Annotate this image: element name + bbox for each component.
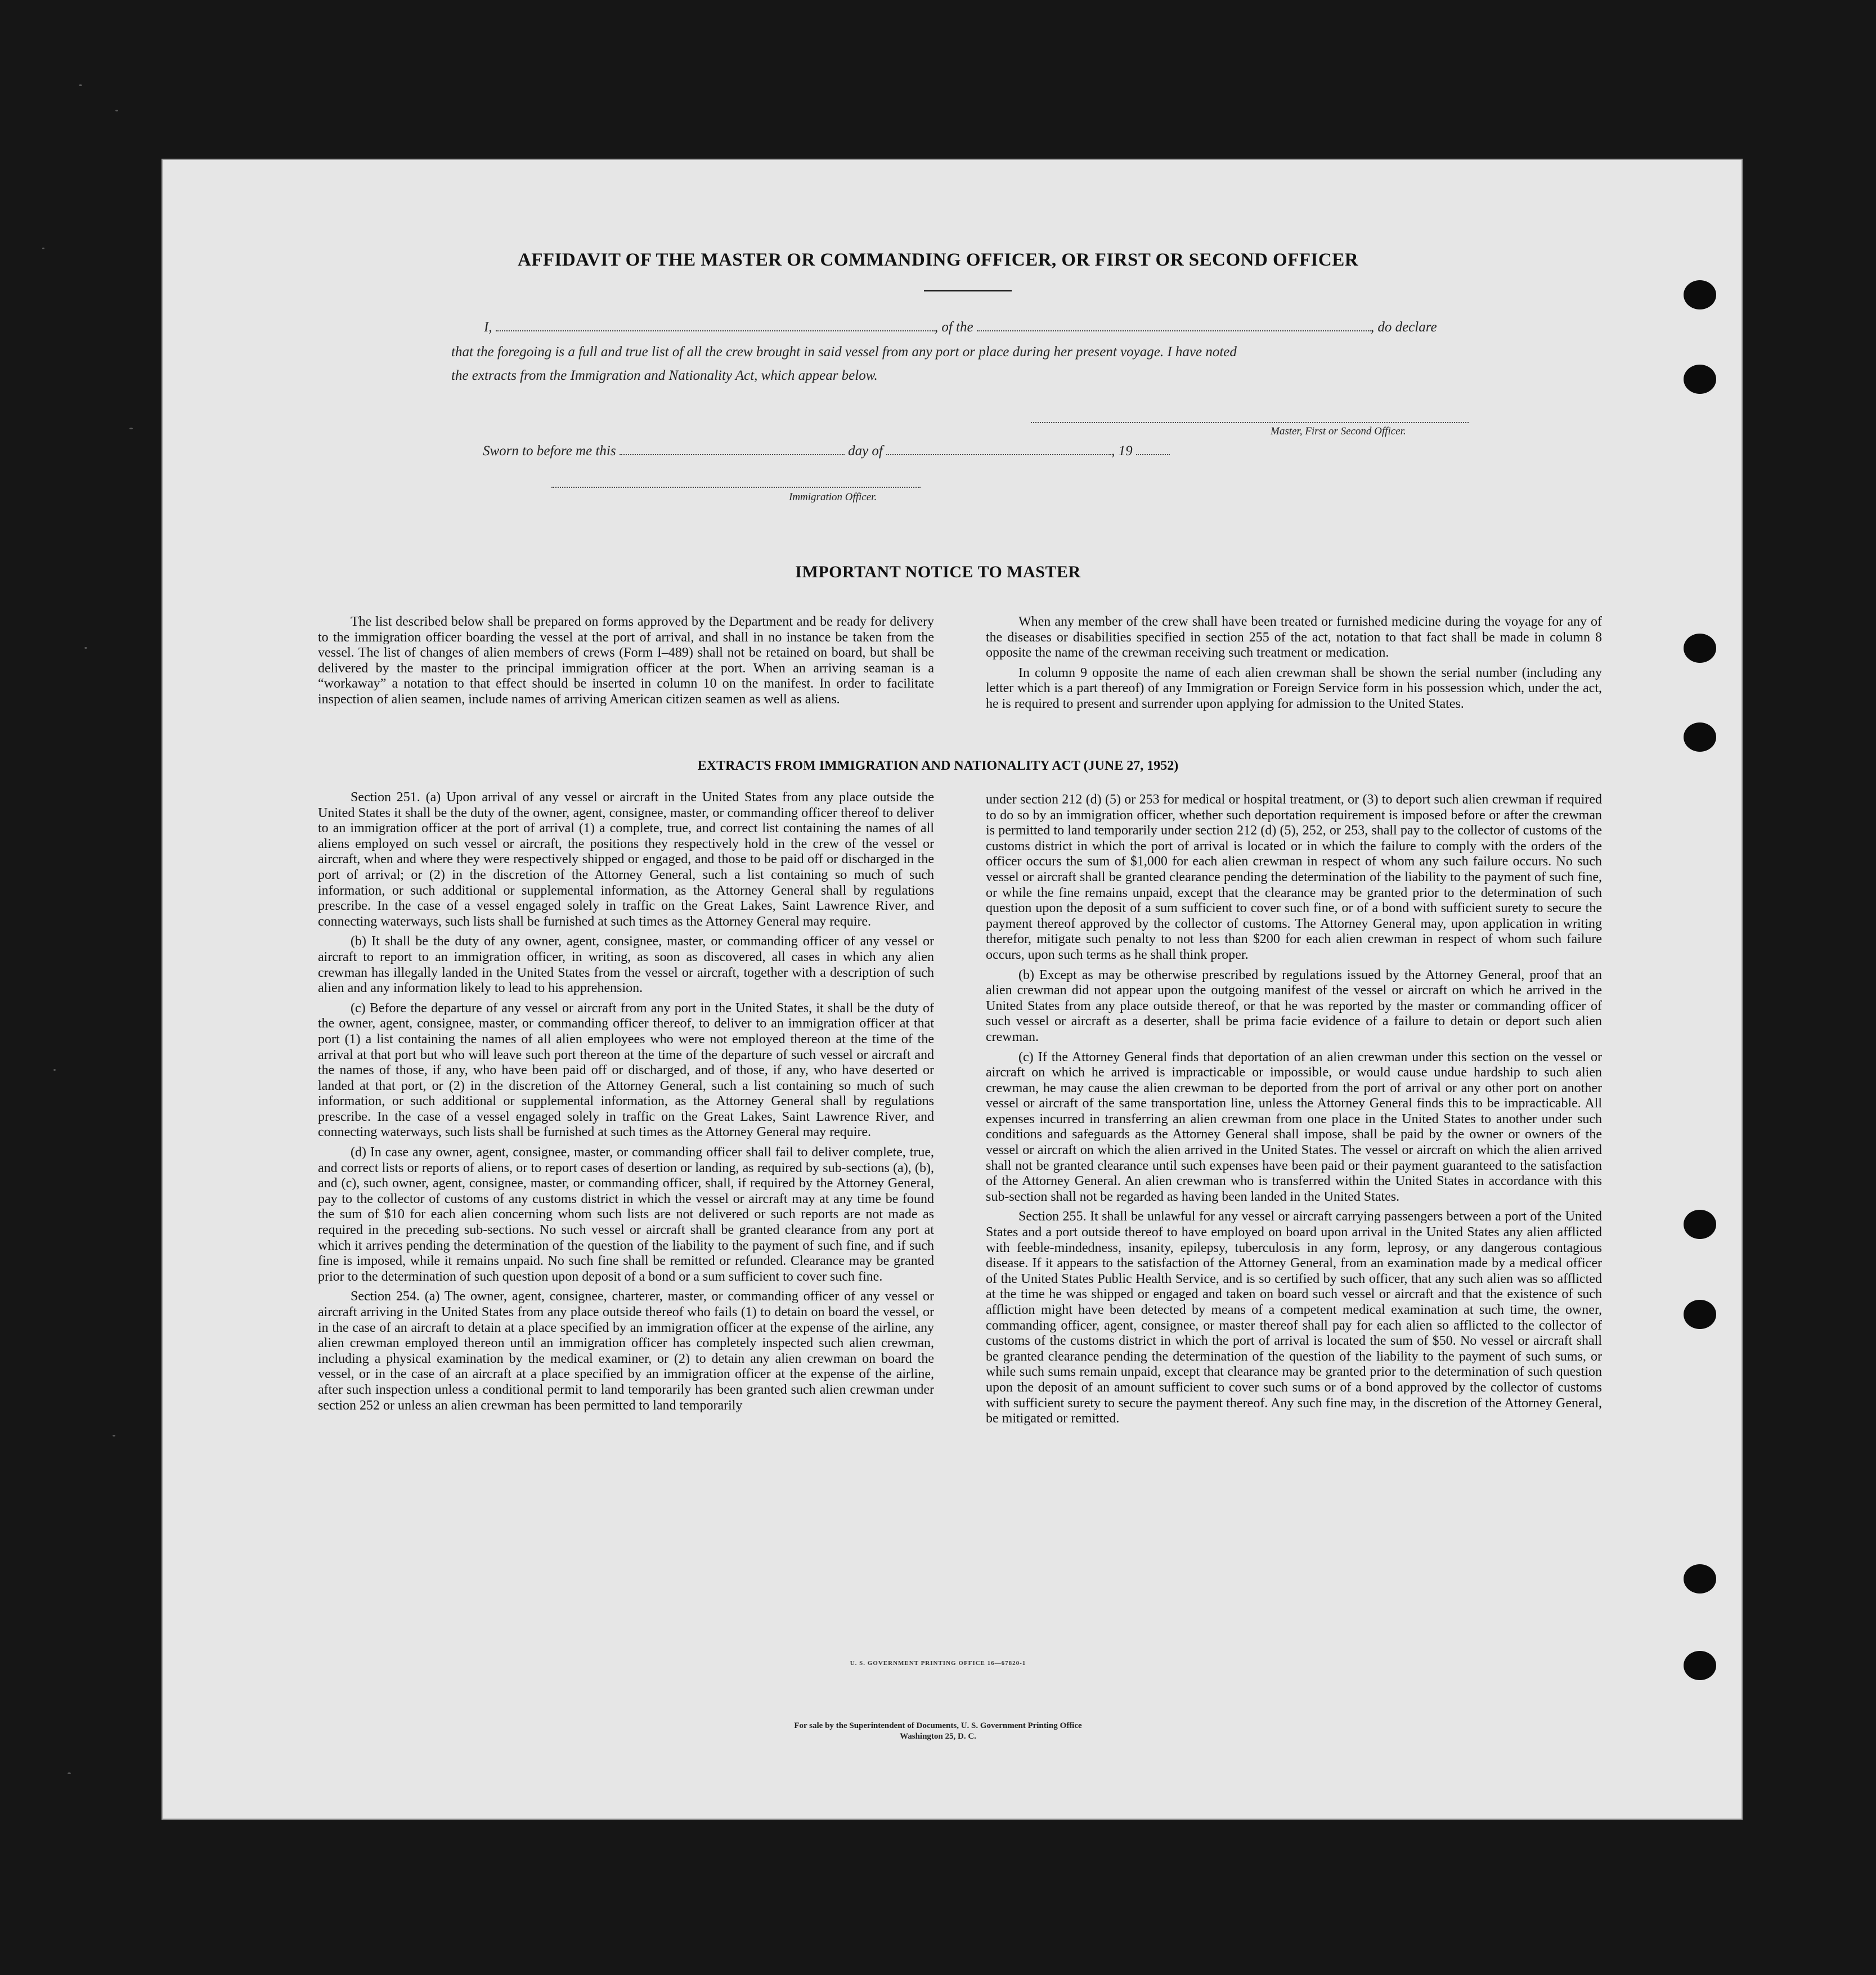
declaration-i-label: I,: [484, 320, 492, 335]
declaration-text-3: the extracts from the Immigration and Nationality Act, which appear below.: [451, 368, 878, 383]
declaration-text-2: that the foregoing is a full and true list of all the crew brought in said vessel from any port or place during her present voyage. I have noted: [451, 344, 1237, 360]
punch-hole: [1684, 365, 1716, 394]
section-paragraph: under section 212 (d) (5) or 253 for medical or hospital treatment, or (3) to deport such alien crewman if required to do so by an immigration officer, whether such deportation requirement is imposed before or after the crewman is permitted to land temporarily under section 212 (d) (5), 252, or 253, shall pay to the collector of customs of the customs district in which the port of arrival is located or in which the failure to comply with the orders of the officer occurs the sum of $1,000 for each alien crewman in respect of whom any such failure occurs. No such vessel or aircraft shall be granted clearance pending the determination of the liability to the payment of such fine, or while the fine remains unpaid, except that the clearance may be granted prior to the determination of such question upon the deposit of a sum sufficient to cover such fine, or of a bond with sufficient surety to secure the payment thereof approved by the collector of customs. The Attorney General may, upon application in writing therefor, mitigate such penalty to not less than $200 for each alien crewman in respect of whom such failure occurs, upon such terms as he shall think proper.: [986, 792, 1602, 962]
affidavit-title: AFFIDAVIT OF THE MASTER OR COMMANDING OFFICER, OR FIRST OR SECOND OFFICER: [517, 250, 1359, 270]
of-the-label: , of the: [934, 320, 973, 335]
scan-speck: [79, 84, 82, 86]
year-label: , 19: [1111, 443, 1133, 459]
punch-hole: [1684, 1300, 1716, 1329]
section-paragraph: (d) In case any owner, agent, consignee, master, or commanding officer shall fail to deliver complete, true, and correct lists or reports of aliens, or to report cases of desertion or landing, as required by sub-sections (a), (b), and (c), such owner, agent, consignee, master, or commanding officer, shall, if required by the Attorney General, pay to the collector of customs of any customs district in which the vessel or aircraft may at any time be found the sum of $10 for each alien concerning whom such lists are not delivered or such reports are not made as required in the preceding sub-sections. No such vessel or aircraft shall be granted clearance from any port at which it arrives pending the determination of the question of the liability to the payment of such fine, and if such fine is imposed, while it remains unpaid. No such fine shall be remitted or refunded. Clearance may be granted prior to the determination of such question upon deposit of a bond or a sum sufficient to cover such fine.: [318, 1145, 934, 1284]
scan-speck: [115, 110, 118, 111]
section-paragraph: (b) It shall be the duty of any owner, agent, consignee, master, or commanding officer of any vessel or aircraft to report to an immigration officer, in writing, as soon as discovered, all cases in which any alien crewman has illegally landed in the United States from the vessel or aircraft, together with a description of such alien and any information likely to lead to his apprehension.: [318, 934, 934, 996]
sale-notice-line-1: For sale by the Superintendent of Documents, U. S. Government Printing Office: [794, 1721, 1082, 1730]
vessel-field[interactable]: [977, 322, 1371, 331]
sworn-year-field[interactable]: [1136, 446, 1170, 455]
section-paragraph: (b) Except as may be otherwise prescribed by regulations issued by the Attorney General, proof that an alien crewman did not appear upon the outgoing manifest of the vessel or aircraft on which he arrived in the United States from any place outside thereof, or that he was reported by the master or commanding officer of such vessel or aircraft as a deserter, shall be prima facie evidence of a failure to detain or deport such alien crewman.: [986, 967, 1602, 1044]
sworn-label: Sworn to before me this: [483, 443, 616, 459]
name-field[interactable]: [496, 322, 935, 331]
gpo-imprint: U. S. GOVERNMENT PRINTING OFFICE 16—67820-1: [850, 1660, 1026, 1667]
scan-speck: [53, 1069, 56, 1071]
section-paragraph: Section 255. It shall be unlawful for any vessel or aircraft carrying passengers between a port of the United States and a port outside thereof to have employed on board upon arrival in the United States any alien afflicted with feeble-mindedness, insanity, epilepsy, tuberculosis in any form, leprosy, or any dangerous contagious disease. If it appears to the satisfaction of the Attorney General, from an examination made by a medical officer of the United States Public Health Service, and is so certified by such officer, that any such alien was so afflicted at the time he was shipped or engaged and taken on board such vessel or aircraft and that the existence of such affliction might have been detected by means of a competent medical examination at such time, the owner, commanding officer, agent, consignee, or master thereof shall pay for each alien so afflicted to the collector of customs of the customs district in which the port of arrival is located the sum of $50. No vessel or aircraft shall be granted clearance pending the determination of the question of the liability to the payment of such sums, or while such sums remain unpaid, except that clearance may be granted prior to the determination of such question upon the deposit of an amount sufficient to cover such sums or of a bond approved by the collector of customs with sufficient surety to secure the payment thereof. Any such fine may, in the discretion of the Attorney General, be mitigated or remitted.: [986, 1209, 1602, 1426]
section-paragraph: Section 251. (a) Upon arrival of any vessel or aircraft in the United States from any place outside the United States it shall be the duty of the owner, agent, consignee, master, or commanding officer thereof to deliver to an immigration officer at the port of arrival (1) a complete, true, and correct list containing the names of all aliens employed on such vessel or aircraft, the positions they respectively hold in the crew of the vessel or aircraft, when and where they were respectively shipped or engaged, and those to be paid off or discharged in the port of arrival; or (2) in the discretion of the Attorney General, such a list containing so much of such information, or such additional or supplemental information, as the Attorney General shall by regulations prescribe. In the case of a vessel engaged solely in traffic on the Great Lakes, Saint Lawrence River, and connecting waterways, such lists shall be furnished at such times as the Attorney General may require.: [318, 790, 934, 929]
immigration-officer-signature-field[interactable]: [551, 487, 921, 488]
declaration-line: [484, 320, 1437, 335]
day-of-label: day of: [848, 443, 883, 459]
master-signature-label: Master, First or Second Officer.: [1271, 425, 1406, 437]
immigration-officer-label: Immigration Officer.: [789, 491, 877, 503]
punch-hole: [1684, 1564, 1716, 1594]
sworn-day-field[interactable]: [620, 446, 845, 455]
punch-hole: [1684, 722, 1716, 752]
scan-speck: [68, 1772, 71, 1774]
notice-left-column: [318, 614, 934, 712]
do-declare-label: , do declare: [1370, 320, 1437, 335]
notice-right-paragraph: In column 9 opposite the name of each alien crewman shall be shown the serial number (including any letter which is a part thereof) of any Immigration or Foreign Service form in his possession which, under the act, he is required to present and surrender upon applying for admission to the United States.: [986, 665, 1602, 711]
scan-speck: [42, 248, 44, 249]
extracts-left-column: [318, 790, 934, 1418]
section-paragraph: Section 254. (a) The owner, agent, consignee, charterer, master, or commanding officer of any vessel or aircraft arriving in the United States from any place outside thereof who fails (1) to detain on board the vessel, or in the case of an aircraft to detain at a place specified by an immigration officer at the expense of the airline, any alien crewman employed thereon until an immigration officer has completely inspected such alien crewman, including a physical examination by the medical examiner, or (2) to detain any alien crewman on board the vessel, or in the case of an aircraft at a place specified by an immigration officer at the expense of the airline, after such inspection unless a conditional permit to land temporarily has been granted such alien crewman under section 252 or unless an alien crewman has been permitted to land temporarily: [318, 1289, 934, 1413]
sworn-month-field[interactable]: [886, 446, 1111, 455]
sale-notice-line-2: Washington 25, D. C.: [900, 1732, 976, 1741]
extracts-right-column: [986, 792, 1602, 1431]
punch-hole: [1684, 1210, 1716, 1239]
sale-notice: [0, 1721, 1876, 1742]
scan-speck: [113, 1435, 115, 1437]
notice-right-paragraph: When any member of the crew shall have been treated or furnished medicine during the voyage for any of the diseases or disabilities specified in section 255 of the act, notation to that fact shall be made in column 8 opposite the name of the crewman receiving such treatment or medication.: [986, 614, 1602, 661]
notice-left-paragraph: The list described below shall be prepared on forms approved by the Department and be ready for delivery to the immigration officer boarding the vessel at the port of arrival, and shall in no instance be taken from the vessel. The list of changes of alien members of crews (Form I–489) shall not be retained on board, but shall be delivered by the master to the principal immigration officer at the port. When an arriving seaman is a “workaway” a notation to that effect should be inserted in column 10 on the manifest. In order to facilitate inspection of alien seamen, include names of arriving American citizen seamen as well as aliens.: [318, 614, 934, 707]
punch-hole: [1684, 634, 1716, 663]
section-paragraph: (c) If the Attorney General finds that deportation of an alien crewman under this section on the vessel or aircraft on which he arrived is impracticable or impossible, or would cause undue hardship to such alien crewman, he may cause the alien crewman to be deported from the port of arrival or any other port on another vessel or aircraft of the same transportation line, unless the Attorney General finds this to be impracticable. All expenses incurred in transferring an alien crewman from one place in the United States to another under such conditions and safeguards as the Attorney General shall impose, shall be paid by the owner or owners of the vessel or aircraft on which the alien arrived in the United States. The vessel or aircraft on which the alien arrived shall not be granted clearance until such expenses have been paid or their payment guaranteed to the satisfaction of the Attorney General. An alien crewman who is transferred within the United States in accordance with this sub-section shall not be regarded as having been landed in the United States.: [986, 1049, 1602, 1204]
section-paragraph: (c) Before the departure of any vessel or aircraft from any port in the United States, it shall be the duty of the owner, agent, consignee, master, or commanding officer thereof, to deliver to an immigration officer at that port (1) a list containing the names of all alien employees who were not employed thereon at the time of the arrival at that port but who will leave such port thereon at the time of the departure of such vessel or aircraft and the names of those, if any, who have been paid off or discharged, and of those, if any, who have deserted or landed at that port, or (2) in the discretion of the Attorney General, such a list containing so much of such information, or such additional or supplemental information, as the Attorney General shall by regulations prescribe. In the case of a vessel engaged solely in traffic on the Great Lakes, Saint Lawrence River, and connecting waterways, such lists shall be furnished at such times as the Attorney General may require.: [318, 1000, 934, 1140]
scan-speck: [129, 428, 133, 429]
extracts-title: EXTRACTS FROM IMMIGRATION AND NATIONALITY ACT (JUNE 27, 1952): [697, 758, 1179, 773]
title-divider: [924, 290, 1012, 291]
sworn-line: [483, 443, 1170, 459]
master-signature-field[interactable]: [1031, 422, 1469, 423]
punch-hole: [1684, 280, 1716, 309]
scan-speck: [84, 647, 87, 649]
notice-title: IMPORTANT NOTICE TO MASTER: [795, 563, 1081, 581]
notice-right-column: [986, 614, 1602, 717]
